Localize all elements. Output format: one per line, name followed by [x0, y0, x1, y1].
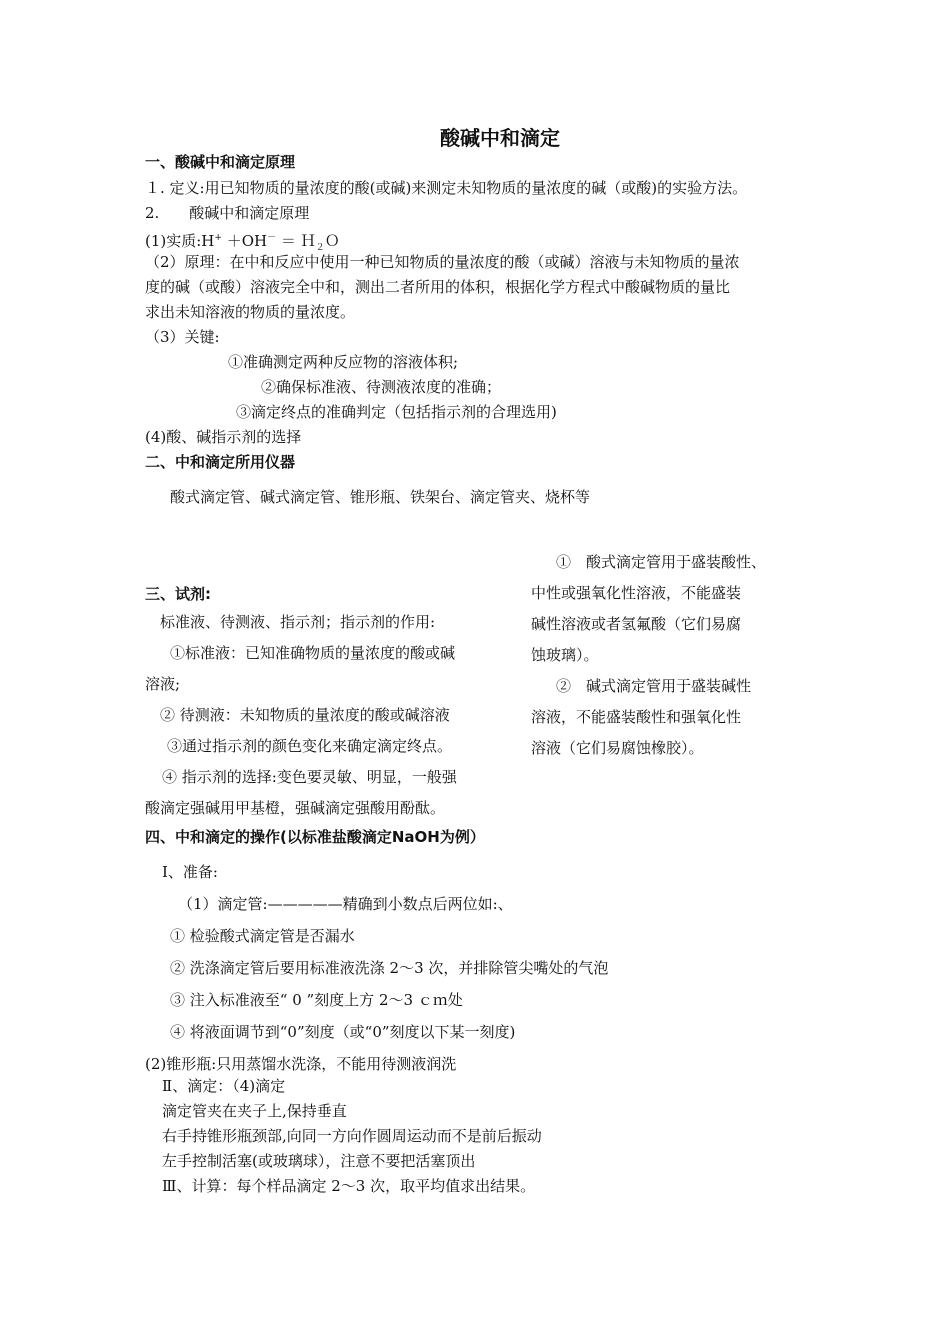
- burette-note-line: ① 酸式滴定管用于盛装酸性、: [556, 553, 767, 571]
- burette-note-line: 溶液，不能盛装酸性和强氧化性: [531, 708, 742, 726]
- page-title: 酸碱中和滴定: [440, 126, 560, 150]
- reagent-line: ①标准液：已知准确物质的量浓度的酸或碱: [170, 644, 456, 662]
- reagent-line: 标准液、待测液、指示剂；指示剂的作用:: [160, 613, 436, 631]
- reagent-line: 酸滴定强碱用甲基橙，强碱滴定强酸用酚酞。: [145, 799, 446, 817]
- section-3-heading: 三、试剂:: [145, 585, 211, 603]
- instrument-list: 酸式滴定管、碱式滴定管、锥形瓶、铁架台、滴定管夹、烧杯等: [170, 488, 591, 506]
- indicator-choice: (4)酸、碱指示剂的选择: [145, 428, 302, 446]
- titrate-step: 滴定管夹在夹子上,保持垂直: [162, 1102, 347, 1120]
- reagent-line: 溶液;: [145, 675, 181, 693]
- key-item: ②确保标准液、待测液浓度的准确；: [261, 378, 502, 396]
- reagent-line: ② 待测液：未知物质的量浓度的酸或碱溶液: [160, 706, 450, 724]
- reagent-line: ④ 指示剂的选择:变色要灵敏、明显，一般强: [162, 768, 457, 786]
- flask-note: (2)锥形瓶:只用蒸馏水洗涤，不能用待测液润洗: [145, 1055, 457, 1073]
- prep-step: ③ 注入标准液至“ 0 ”刻度上方 2～3 ｃｍ处: [170, 991, 463, 1009]
- burette-note-line: 蚀玻璃）。: [531, 646, 599, 664]
- essence-equation: (1)实质:H+ ＋OH－ ＝ Ｈ$_2$Ｏ: [145, 232, 340, 253]
- section-2-heading: 二、中和滴定所用仪器: [145, 453, 296, 471]
- prep-label: Ⅰ、准备:: [162, 863, 218, 881]
- principle-line: （2）原理：在中和反应中使用一种已知物质的量浓度的酸（或碱）溶液与未知物质的量浓: [145, 253, 740, 271]
- titrate-step: 右手持锥形瓶颈部,向同一方向作圆周运动而不是前后振动: [162, 1127, 542, 1145]
- key-item: ①准确测定两种反应物的溶液体积;: [228, 353, 459, 371]
- prep-step: ① 检验酸式滴定管是否漏水: [170, 927, 355, 945]
- prep-step: ② 洗涤滴定管后要用标准液洗涤 2～3 次，并排除管尖嘴处的气泡: [170, 959, 609, 977]
- titrate-step: 左手控制活塞(或玻璃球），注意不要把活塞顶出: [162, 1152, 476, 1170]
- burette-note-line: 中性或强氧化性溶液，不能盛装: [531, 584, 742, 602]
- section-1-heading: 一、酸碱中和滴定原理: [145, 153, 296, 171]
- burette-label: （1）滴定管:—————精确到小数点后两位如:、: [178, 895, 513, 913]
- key-item: ③滴定终点的准确判定（包括指示剂的合理选用): [236, 403, 557, 421]
- calculation-note: Ⅲ、计算：每个样品滴定 2～3 次，取平均值求出结果。: [162, 1177, 536, 1195]
- principle-line: 求出未知溶液的物质的量浓度。: [145, 303, 356, 321]
- burette-note-column: [531, 547, 766, 764]
- burette-note-line: ② 碱式滴定管用于盛装碱性: [556, 677, 752, 695]
- principle-subheading: 2. 酸碱中和滴定原理: [145, 204, 310, 222]
- reagent-line: ③通过指示剂的颜色变化来确定滴定终点。: [167, 737, 453, 755]
- definition-text: １. 定义:用已知物质的量浓度的酸(或碱)来测定未知物质的量浓度的碱（或酸)的实验方法。: [145, 179, 748, 197]
- key-label: （3）关键:: [145, 328, 220, 346]
- principle-line: 度的碱（或酸）溶液完全中和，测出二者所用的体积，根据化学方程式中酸碱物质的量比: [145, 278, 731, 296]
- reagent-column: [145, 607, 457, 824]
- section-4-heading: 四、中和滴定的操作(以标准盐酸滴定NaOH为例）: [145, 828, 485, 846]
- burette-note-line: 溶液（它们易腐蚀橡胶）。: [531, 739, 704, 757]
- prep-step: ④ 将液面调节到“0”刻度（或“0”刻度以下某一刻度): [170, 1023, 516, 1041]
- titrate-label: Ⅱ、滴定：（4)滴定: [162, 1077, 286, 1095]
- burette-note-line: 碱性溶液或者氢氟酸（它们易腐: [531, 615, 742, 633]
